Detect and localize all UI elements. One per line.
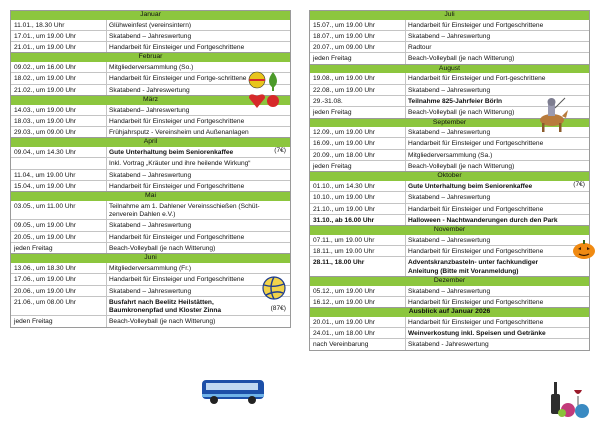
month-header: März <box>11 95 290 105</box>
event-description: Skatabend – Jahreswertung <box>106 286 290 296</box>
event-row <box>310 73 589 83</box>
event-description: Beach-Volleyball (je nach Witterung) <box>405 53 589 63</box>
wine-and-yarn-icon <box>548 380 594 418</box>
month-header: Januar <box>11 11 290 20</box>
event-description: Handarbeit für Einsteiger und Fort-geschrittene <box>405 73 589 83</box>
event-row <box>310 296 589 307</box>
event-description: Handarbeit für Einsteiger und Fortgeschrittene <box>106 181 290 191</box>
event-description: Mitgliederversammlung (So.) <box>106 62 290 72</box>
event-date: 16.12., um 19.00 Uhr <box>313 298 375 306</box>
event-description: Skatabend – Jahreswertung <box>106 170 290 180</box>
playing-card-suits-icon <box>245 70 285 110</box>
event-description: Beach-Volleyball (je nach Witterung) <box>405 161 589 171</box>
event-row <box>310 245 589 256</box>
event-date: 18.07., um 19.00 Uhr <box>313 32 375 40</box>
event-date: 19.08., um 19.00 Uhr <box>313 75 375 83</box>
event-description: Handarbeit für Einsteiger und Fortgeschrittene <box>405 246 589 256</box>
event-description: Gute Unterhaltung beim Seniorenkaffee <box>405 181 589 191</box>
event-description: Beach-Volleyball (je nach Witterung) <box>106 243 290 253</box>
event-date: 21.10., um 19.00 Uhr <box>313 205 375 213</box>
event-description: Handarbeit für Einsteiger und Fortgeschrittene <box>106 116 290 126</box>
event-description: Skatabend - Jahreswertung <box>405 339 589 349</box>
event-row <box>11 147 290 157</box>
event-date: 16.09., um 19.00 Uhr <box>313 140 375 148</box>
event-description: Handarbeit für Einsteiger und Fortgeschrittene <box>405 20 589 30</box>
event-date: 20.01., um 19.00 Uhr <box>313 318 375 326</box>
event-date: 10.10., um 19.00 Uhr <box>313 194 375 202</box>
event-description: Teilnahme 825-Jahrfeier Börln <box>405 96 589 106</box>
event-row <box>11 231 290 242</box>
month-header: August <box>310 64 589 74</box>
event-description: Frühjahrsputz - Vereinsheim und Außenanlagen <box>106 127 290 137</box>
month-header: Ausblick auf Januar 2026 <box>310 307 589 317</box>
event-description: Halloween - Nachtwanderungen durch den Park <box>405 215 589 225</box>
month-header: Juni <box>11 253 290 263</box>
right-schedule-column <box>309 10 590 351</box>
event-description: Handarbeit für Einsteiger und Fortge-schrittene <box>106 73 290 83</box>
event-row <box>11 115 290 126</box>
event-date: 28.11., 18.00 Uhr <box>313 259 365 267</box>
event-description: Inkl. Vortrag „Kräuter und ihre heilende Wirkung“ <box>106 158 290 168</box>
event-description: Skatabend – Jahreswertung <box>405 192 589 202</box>
event-price: (7€) <box>573 180 585 188</box>
event-date: 07.11., um 19.00 Uhr <box>313 236 375 244</box>
month-header: Juli <box>310 11 589 20</box>
event-date: 15.04., um 19.00 Uhr <box>14 182 76 190</box>
event-description: Glühweinfest (vereinsintern) <box>106 20 290 30</box>
event-description: Skatabend – Jahreswertung <box>405 127 589 137</box>
left-schedule-column <box>10 10 291 328</box>
event-description: Busfahrt nach Beelitz Heilstätten, Baumkronenpfad und Kloster Zinna <box>106 297 290 316</box>
event-description: Handarbeit für Einsteiger und Fortgeschrittene <box>405 297 589 307</box>
event-row <box>310 149 589 160</box>
event-description: Handarbeit für Einsteiger und Fortgeschrittene <box>405 138 589 148</box>
event-date: 01.10., um 14.30 Uhr <box>313 182 375 190</box>
event-description: Skatabend - Jahreswertung <box>106 85 290 95</box>
event-row <box>310 286 589 296</box>
event-row <box>11 296 290 316</box>
month-header: Februar <box>11 52 290 62</box>
event-date: 15.07., um 19.00 Uhr <box>313 21 375 29</box>
event-price: (87€) <box>270 305 286 313</box>
event-row <box>310 52 589 63</box>
event-date: jeden Freitag <box>313 55 352 63</box>
event-date: 24.01., um 18.00 Uhr <box>313 329 375 337</box>
knight-on-horse-icon <box>535 96 569 134</box>
event-date: 18.11., um 19.00 Uhr <box>313 248 375 256</box>
event-description: Handarbeit für Einsteiger und Fortgeschrittene <box>106 42 290 52</box>
month-header: Oktober <box>310 171 589 181</box>
event-description: Mitgliederversammlung (Fr.) <box>106 263 290 273</box>
event-description: Beach-Volleyball (je nach Witterung) <box>405 107 589 117</box>
event-date: 20.09., um 18.00 Uhr <box>313 151 375 159</box>
event-row <box>310 191 589 202</box>
event-date: 09.05., um 19.00 Uhr <box>14 222 76 230</box>
event-date: nach Vereinbarung <box>313 341 369 349</box>
event-row <box>11 219 290 230</box>
event-date: jeden Freitag <box>14 318 53 326</box>
event-date: 03.05., um 11.00 Uhr <box>14 202 76 210</box>
event-description: Gute Unterhaltung beim Seniorenkaffee <box>106 147 290 157</box>
event-row <box>310 203 589 214</box>
event-date: 21.01., um 19.00 Uhr <box>14 44 76 52</box>
event-date: 31.10., ab 16.00 Uhr <box>313 216 375 224</box>
event-description: Skatabend – Jahreswertung <box>405 235 589 245</box>
event-description: Handarbeit für Einsteiger und Fortgeschrittene <box>405 204 589 214</box>
month-header: September <box>310 118 589 128</box>
event-date: 09.02., um 16.00 Uhr <box>14 64 76 72</box>
event-date: 18.03., um 19.00 Uhr <box>14 117 76 125</box>
event-date: 14.03., um 19.00 Uhr <box>14 106 76 114</box>
event-description: Skatabend – Jahreswertung <box>106 220 290 230</box>
event-date: jeden Freitag <box>313 163 352 171</box>
event-date: 18.02., um 19.00 Uhr <box>14 75 76 83</box>
event-description: Skatabend – Jahreswertung <box>106 31 290 41</box>
event-row <box>310 84 589 95</box>
event-row <box>11 126 290 137</box>
event-date <box>11 158 106 168</box>
month-header: November <box>310 225 589 235</box>
event-row <box>11 242 290 253</box>
event-description: Handarbeit für Einsteiger und Fortgeschrittene <box>405 317 589 327</box>
event-date: 17.01., um 19.00 Uhr <box>14 32 76 40</box>
event-description: Mitgliederversammlung (Sa.) <box>405 150 589 160</box>
bus-icon <box>200 376 268 406</box>
event-row <box>11 180 290 191</box>
event-row <box>11 169 290 180</box>
event-date: 29.03., um 09.00 Uhr <box>14 129 76 137</box>
event-row <box>310 181 589 191</box>
event-row <box>11 201 290 220</box>
event-description: Handarbeit für Einsteiger und Fortgeschrittene <box>106 274 290 284</box>
event-date: 13.06., um 18.30 Uhr <box>14 264 76 272</box>
event-row <box>11 30 290 41</box>
event-row <box>11 20 290 30</box>
event-row <box>310 327 589 338</box>
event-date: 05.12., um 19.00 Uhr <box>313 287 375 295</box>
event-description: Skatabend – Jahreswertung <box>405 286 589 296</box>
event-date: 11.04., um 19.00 Uhr <box>14 171 76 179</box>
event-date: jeden Freitag <box>14 245 53 253</box>
event-row <box>11 157 290 168</box>
event-date: 20.06., um 19.00 Uhr <box>14 287 76 295</box>
volleyball-icon <box>262 276 286 300</box>
event-description: Teilnahme am 1. Dahlener Vereinsschießen (Schüt-zenverein Dahlen e.V.) <box>106 201 290 220</box>
event-date: 22.08., um 19.00 Uhr <box>313 86 375 94</box>
event-row <box>11 263 290 273</box>
event-description: Weinverkostung inkl. Speisen und Getränke <box>405 328 589 338</box>
event-price: (7€) <box>274 147 286 155</box>
event-date: 21.02., um 19.00 Uhr <box>14 86 76 94</box>
event-row <box>310 137 589 148</box>
event-description: Skatabend – Jahreswertung <box>405 85 589 95</box>
event-row <box>310 214 589 225</box>
event-date: 17.06., um 19.00 Uhr <box>14 276 76 284</box>
event-row <box>310 30 589 41</box>
event-row <box>310 160 589 171</box>
event-row <box>310 20 589 30</box>
event-date: 21.06., um 08.00 Uhr <box>14 298 76 306</box>
event-date: 11.01., 18.30 Uhr <box>14 21 65 29</box>
event-date: 12.09., um 19.00 Uhr <box>313 129 375 137</box>
month-header: Dezember <box>310 276 589 286</box>
event-row <box>310 256 589 276</box>
event-row <box>310 338 589 349</box>
event-date: 29.-31.08. <box>313 97 343 105</box>
event-description: Adventskranzbasteln- unter fachkundiger Anleitung (Bitte mit Voranmeldung) <box>405 257 589 276</box>
month-header: April <box>11 137 290 147</box>
event-date: 20.07., um 09.00 Uhr <box>313 44 375 52</box>
pumpkin-icon <box>572 238 596 260</box>
event-row <box>11 41 290 52</box>
event-date: jeden Freitag <box>313 109 352 117</box>
month-header: Mai <box>11 191 290 201</box>
event-description: Skatabend – Jahreswertung <box>405 31 589 41</box>
event-description: Handarbeit für Einsteiger und Fortgeschrittene <box>106 232 290 242</box>
event-description: Beach-Volleyball (je nach Witterung) <box>106 316 290 326</box>
event-row <box>310 235 589 245</box>
event-row <box>11 273 290 284</box>
event-date: 20.05., um 19.00 Uhr <box>14 233 76 241</box>
event-row <box>310 317 589 327</box>
event-row <box>11 315 290 326</box>
event-row <box>11 285 290 296</box>
event-row <box>310 41 589 52</box>
event-description: Skatabend– Jahreswertung <box>106 105 290 115</box>
event-date: 09.04., um 14.30 Uhr <box>14 149 76 157</box>
event-description: Radtour <box>405 42 589 52</box>
